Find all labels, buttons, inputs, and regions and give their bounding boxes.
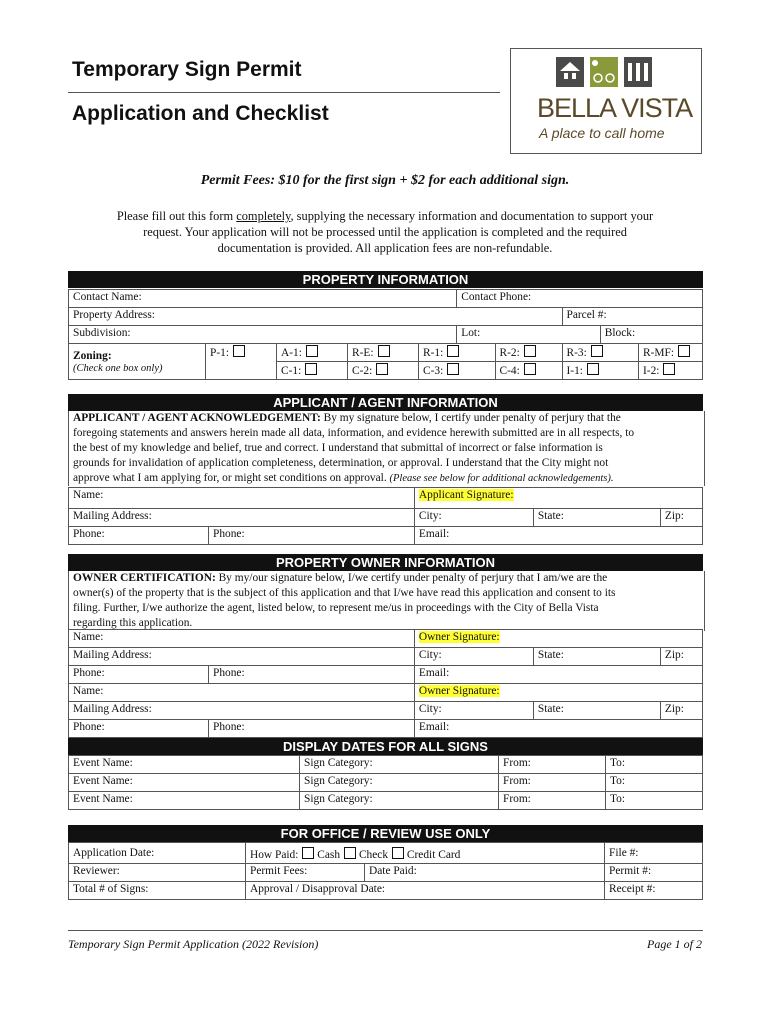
- applicant-table: [68, 487, 703, 545]
- page-subtitle: Application and Checklist: [72, 102, 329, 125]
- event-name-field[interactable]: Event Name:: [69, 756, 300, 774]
- permit-fees-field[interactable]: Permit Fees:: [246, 864, 365, 882]
- owner-signature-field[interactable]: Owner Signature:: [414, 630, 702, 648]
- office-use-header: FOR OFFICE / REVIEW USE ONLY: [68, 825, 703, 842]
- owner-city-field[interactable]: City:: [414, 648, 533, 666]
- office-use-table: [68, 842, 703, 900]
- checkbox[interactable]: [663, 363, 675, 375]
- footer-divider: [68, 930, 703, 931]
- cash-checkbox[interactable]: [302, 847, 314, 859]
- logo-tagline: A place to call home: [539, 125, 665, 141]
- applicant-name-field[interactable]: Name:: [69, 488, 415, 509]
- contact-name-field[interactable]: Contact Name:: [69, 290, 457, 308]
- zone-r3[interactable]: R-3:: [562, 344, 639, 362]
- lot-field[interactable]: Lot:: [457, 326, 601, 344]
- file-number-field[interactable]: File #:: [605, 843, 703, 864]
- display-dates-table: [68, 755, 703, 810]
- sign-category-field[interactable]: Sign Category:: [300, 756, 499, 774]
- property-address-field[interactable]: Property Address:: [69, 308, 563, 326]
- checkbox[interactable]: [524, 363, 536, 375]
- zoning-label: Zoning: (Check one box only): [69, 344, 206, 380]
- applicant-acknowledgement: APPLICANT / AGENT ACKNOWLEDGEMENT: By my signature below, I certify under penalty of perjury that the foregoing statements and answers herein made all data, information, and evidence herewith submitted are in all respects, to the best of my knowledge and belief, true and correct. I understand that submittal of incorrect or false information is grounds for invalidation of application completeness, determination, or approval. I understand that the City might not approve what I am applying for, or might set conditions on approval. (Please see below for additional acknowledgements).: [68, 411, 705, 486]
- zone-c2[interactable]: C-2:: [348, 362, 419, 380]
- zone-p1[interactable]: P-1:: [206, 344, 277, 380]
- owner2-mailing-field[interactable]: Mailing Address:: [69, 702, 415, 720]
- owner2-name-field[interactable]: Name:: [69, 684, 415, 702]
- total-signs-field[interactable]: Total # of Signs:: [69, 882, 246, 900]
- owner-table: [68, 629, 703, 738]
- applicant-signature-field[interactable]: Applicant Signature:: [414, 488, 702, 509]
- footer-revision: Temporary Sign Permit Application (2022 Revision): [68, 937, 319, 951]
- checkbox[interactable]: [378, 345, 390, 357]
- owner-zip-field[interactable]: Zip:: [660, 648, 702, 666]
- zone-c1[interactable]: C-1:: [277, 362, 348, 380]
- zone-i2[interactable]: I-2:: [639, 362, 703, 380]
- applicant-zip-field[interactable]: Zip:: [660, 509, 702, 527]
- zone-a1[interactable]: A-1:: [277, 344, 348, 362]
- owner-certification: OWNER CERTIFICATION: By my/our signature below, I/we certify under penalty of perjury that I am/we are the owner(s) of the property that is the subject of this application and that I/we have read this application and consent to its filing. Further, I/we authorize the agent, listed below, to represent me/us in proceedings with the City of Bella Vista regarding this application.: [68, 571, 705, 631]
- house-icon: [556, 57, 584, 87]
- checkbox[interactable]: [233, 345, 245, 357]
- logo-wordmark: BELLA VISTA: [537, 93, 693, 123]
- owner-name-field[interactable]: Name:: [69, 630, 415, 648]
- reviewer-field[interactable]: Reviewer:: [69, 864, 246, 882]
- owner-state-field[interactable]: State:: [533, 648, 660, 666]
- from-date-field[interactable]: From:: [499, 792, 606, 810]
- contact-phone-field[interactable]: Contact Phone:: [457, 290, 703, 308]
- page-title: Temporary Sign Permit: [72, 58, 302, 81]
- checkbox[interactable]: [587, 363, 599, 375]
- credit-card-checkbox[interactable]: [392, 847, 404, 859]
- permit-number-field[interactable]: Permit #:: [605, 864, 703, 882]
- owner-info-header: PROPERTY OWNER INFORMATION: [68, 554, 703, 571]
- sign-category-field[interactable]: Sign Category:: [300, 774, 499, 792]
- event-name-field[interactable]: Event Name:: [69, 774, 300, 792]
- owner-phone-field[interactable]: Phone:: [69, 666, 209, 684]
- checkbox[interactable]: [447, 363, 459, 375]
- intro-text: Please fill out this form completely, supplying the necessary information and documentation to support your request. Your application will not be processed until the application is completed and the required documentation is provided. All application fees are non-refundable.: [116, 209, 654, 255]
- owner-phone2-field[interactable]: Phone:: [209, 666, 415, 684]
- application-date-field[interactable]: Application Date:: [69, 843, 246, 864]
- owner-mailing-field[interactable]: Mailing Address:: [69, 648, 415, 666]
- applicant-phone-field[interactable]: Phone:: [69, 527, 209, 545]
- applicant-email-field[interactable]: Email:: [414, 527, 702, 545]
- checkbox[interactable]: [305, 363, 317, 375]
- owner-email-field[interactable]: Email:: [414, 666, 702, 684]
- owner2-city-field[interactable]: City:: [414, 702, 533, 720]
- from-date-field[interactable]: From:: [499, 774, 606, 792]
- applicant-mailing-field[interactable]: Mailing Address:: [69, 509, 415, 527]
- check-checkbox[interactable]: [344, 847, 356, 859]
- to-date-field[interactable]: To:: [606, 774, 703, 792]
- event-name-field[interactable]: Event Name:: [69, 792, 300, 810]
- property-info-header: PROPERTY INFORMATION: [68, 271, 703, 288]
- title-divider: [68, 92, 500, 93]
- checkbox[interactable]: [376, 363, 388, 375]
- to-date-field[interactable]: To:: [606, 792, 703, 810]
- display-dates-header: DISPLAY DATES FOR ALL SIGNS: [68, 738, 703, 755]
- receipt-number-field[interactable]: Receipt #:: [605, 882, 703, 900]
- applicant-city-field[interactable]: City:: [414, 509, 533, 527]
- subdivision-field[interactable]: Subdivision:: [69, 326, 457, 344]
- owner2-state-field[interactable]: State:: [533, 702, 660, 720]
- permit-fees: Permit Fees: $10 for the first sign + $2 for each additional sign.: [200, 173, 570, 188]
- zone-c4[interactable]: C-4:: [495, 362, 562, 380]
- checkbox[interactable]: [306, 345, 318, 357]
- block-field[interactable]: Block:: [600, 326, 702, 344]
- owner2-signature-field[interactable]: Owner Signature:: [414, 684, 702, 702]
- checkbox[interactable]: [678, 345, 690, 357]
- approval-date-field[interactable]: Approval / Disapproval Date:: [246, 882, 605, 900]
- zone-r1[interactable]: R-1:: [419, 344, 496, 362]
- zone-re[interactable]: R-E:: [348, 344, 419, 362]
- applicant-info-header: APPLICANT / AGENT INFORMATION: [68, 394, 703, 411]
- to-date-field[interactable]: To:: [606, 756, 703, 774]
- zone-c3[interactable]: C-3:: [419, 362, 496, 380]
- parcel-field[interactable]: Parcel #:: [562, 308, 703, 326]
- checkbox[interactable]: [524, 345, 536, 357]
- owner2-email-field[interactable]: Email:: [414, 720, 702, 738]
- property-info-table: [68, 289, 703, 380]
- applicant-phone2-field[interactable]: Phone:: [209, 527, 415, 545]
- sign-category-field[interactable]: Sign Category:: [300, 792, 499, 810]
- zone-r2[interactable]: R-2:: [495, 344, 562, 362]
- zone-rmf[interactable]: R-MF:: [639, 344, 703, 362]
- page-number: Page 1 of 2: [647, 937, 702, 951]
- applicant-state-field[interactable]: State:: [533, 509, 660, 527]
- checkbox[interactable]: [591, 345, 603, 357]
- date-paid-field[interactable]: Date Paid:: [365, 864, 605, 882]
- checkbox[interactable]: [447, 345, 459, 357]
- how-paid-field[interactable]: How Paid: Cash Check Credit Card: [246, 843, 605, 864]
- zone-i1[interactable]: I-1:: [562, 362, 639, 380]
- owner2-zip-field[interactable]: Zip:: [660, 702, 702, 720]
- owner2-phone2-field[interactable]: Phone:: [209, 720, 415, 738]
- owner2-phone-field[interactable]: Phone:: [69, 720, 209, 738]
- bella-vista-logo: [510, 48, 702, 154]
- from-date-field[interactable]: From:: [499, 756, 606, 774]
